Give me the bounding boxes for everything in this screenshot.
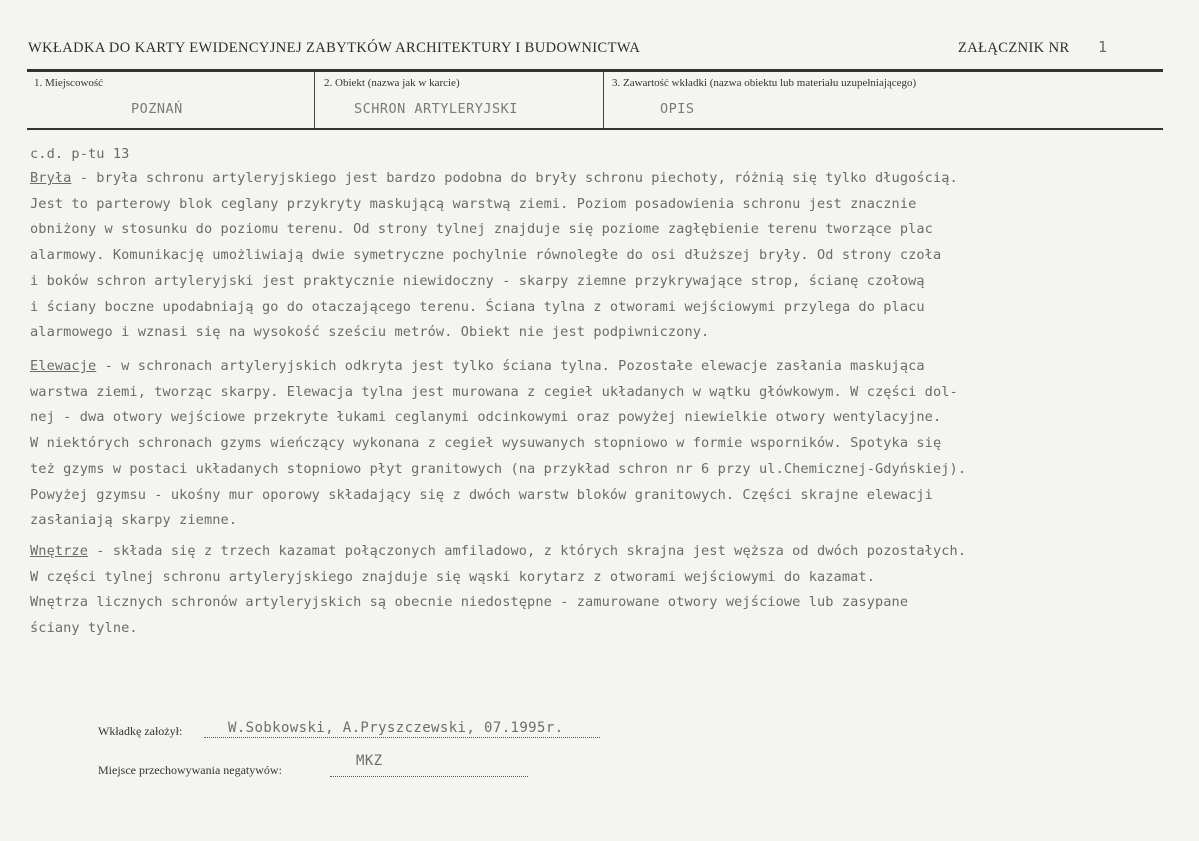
text-line: Powyżej gzymsu - ukośny mur oporowy składający się z dwóch warstw bloków granitowych. Części skrajne elewacji bbox=[30, 486, 933, 503]
text-line: zasłaniają skarpy ziemne. bbox=[30, 512, 238, 529]
card-title: WKŁADKA DO KARTY EWIDENCYJNEJ ZABYTKÓW ARCHITEKTURY I BUDOWNICTWA bbox=[28, 40, 641, 56]
heading-wnetrze: Wnętrze bbox=[30, 543, 88, 559]
field-locality-value: POZNAŃ bbox=[131, 101, 183, 117]
text-line: nej - dwa otwory wejściowe przekryte łukami ceglanymi odcinkowymi oraz powyżej niewielkie otwory wentylacyjne. bbox=[30, 409, 942, 426]
field-divider bbox=[603, 72, 604, 128]
continuation-note: c.d. p-tu 13 bbox=[30, 146, 130, 162]
annex-label: ZAŁĄCZNIK NR bbox=[958, 40, 1070, 56]
heading-bryla: Bryła bbox=[30, 170, 72, 186]
text-line: W niektórych schronach gzyms wieńczący wykonana z cegieł wysuwanych stopniowo w formie wsporników. Spotyka się bbox=[30, 435, 942, 452]
text-line: warstwa ziemi, tworząc skarpy. Elewacja tylna jest murowana z cegieł układanych w wątku główkowym. W części dol- bbox=[30, 383, 958, 400]
text-line: W części tylnej schronu artyleryjskiego znajduje się wąski korytarz z otworami wejściowymi do kazamat. bbox=[30, 568, 875, 585]
text-line: Jest to parterowy blok ceglany przykryty maskującą warstwą ziemi. Poziom posadowienia schronu jest znacznie bbox=[30, 195, 917, 212]
paragraph-elewacje bbox=[30, 354, 1180, 534]
field-divider bbox=[314, 72, 315, 128]
text-line: - składa się z trzech kazamat połączonych amfiladowo, z których skrajna jest węższa od dwóch pozostałych. bbox=[88, 543, 967, 559]
author-label: Wkładkę założył: bbox=[98, 724, 183, 738]
annex-number: 1 bbox=[1098, 38, 1108, 56]
negatives-value: MKZ bbox=[356, 753, 383, 769]
text-line: alarmowego i wznasi się na wysokość sześciu metrów. Obiekt nie jest podpiwniczony. bbox=[30, 324, 710, 341]
negatives-dotline bbox=[330, 776, 528, 777]
negatives-label: Miejsce przechowywania negatywów: bbox=[98, 763, 282, 777]
heading-elewacje: Elewacje bbox=[30, 358, 97, 374]
field-locality-label: 1. Miejscowość bbox=[34, 77, 104, 89]
text-line: - bryła schronu artyleryjskiego jest bardzo podobna do bryły schronu piechoty, różnią się tylko długością. bbox=[71, 170, 958, 186]
fields-rule bbox=[27, 128, 1163, 130]
author-value: W.Sobkowski, A.Pryszczewski, 07.1995r. bbox=[228, 720, 564, 736]
text-line: alarmowy. Komunikację umożliwiają dwie symetryczne pochylnie równoległe do osi dłuższej bryły. Od strony czoła bbox=[30, 247, 942, 264]
paragraph-bryla bbox=[30, 166, 1180, 346]
field-content-value: OPIS bbox=[660, 101, 695, 117]
text-line: ściany tylne. bbox=[30, 620, 138, 637]
text-line: i boków schron artyleryjski jest praktycznie niewidoczny - skarpy ziemne przykrywające strop, ścianę czołową bbox=[30, 272, 925, 289]
text-line: obniżony w stosunku do poziomu terenu. Od strony tylnej znajduje się poziome zagłębienie terenu tworzące plac bbox=[30, 221, 933, 238]
field-object-label: 2. Obiekt (nazwa jak w karcie) bbox=[324, 77, 460, 89]
text-line: też gzyms w postaci układanych stopniowo płyt granitowych (na przykład schron nr 6 przy ul.Chemicznej-Gdyńskiej). bbox=[30, 460, 967, 477]
author-dotline bbox=[204, 737, 600, 738]
header-rule bbox=[27, 69, 1163, 72]
text-line: Wnętrza licznych schronów artyleryjskich są obecnie niedostępne - zamurowane otwory wejściowe lub zasypane bbox=[30, 594, 909, 611]
text-line: i ściany boczne upodabniają go do otaczającego terenu. Ściana tylna z otworami wejściowymi przylega do placu bbox=[30, 298, 925, 315]
paragraph-wnetrze bbox=[30, 539, 1180, 642]
field-object-value: SCHRON ARTYLERYJSKI bbox=[354, 101, 518, 117]
text-line: - w schronach artyleryjskich odkryta jest tylko ściana tylna. Pozostałe elewacje zasłania maskująca bbox=[96, 358, 925, 374]
field-content-label: 3. Zawartość wkładki (nazwa obiektu lub materiału uzupełniającego) bbox=[612, 77, 917, 89]
